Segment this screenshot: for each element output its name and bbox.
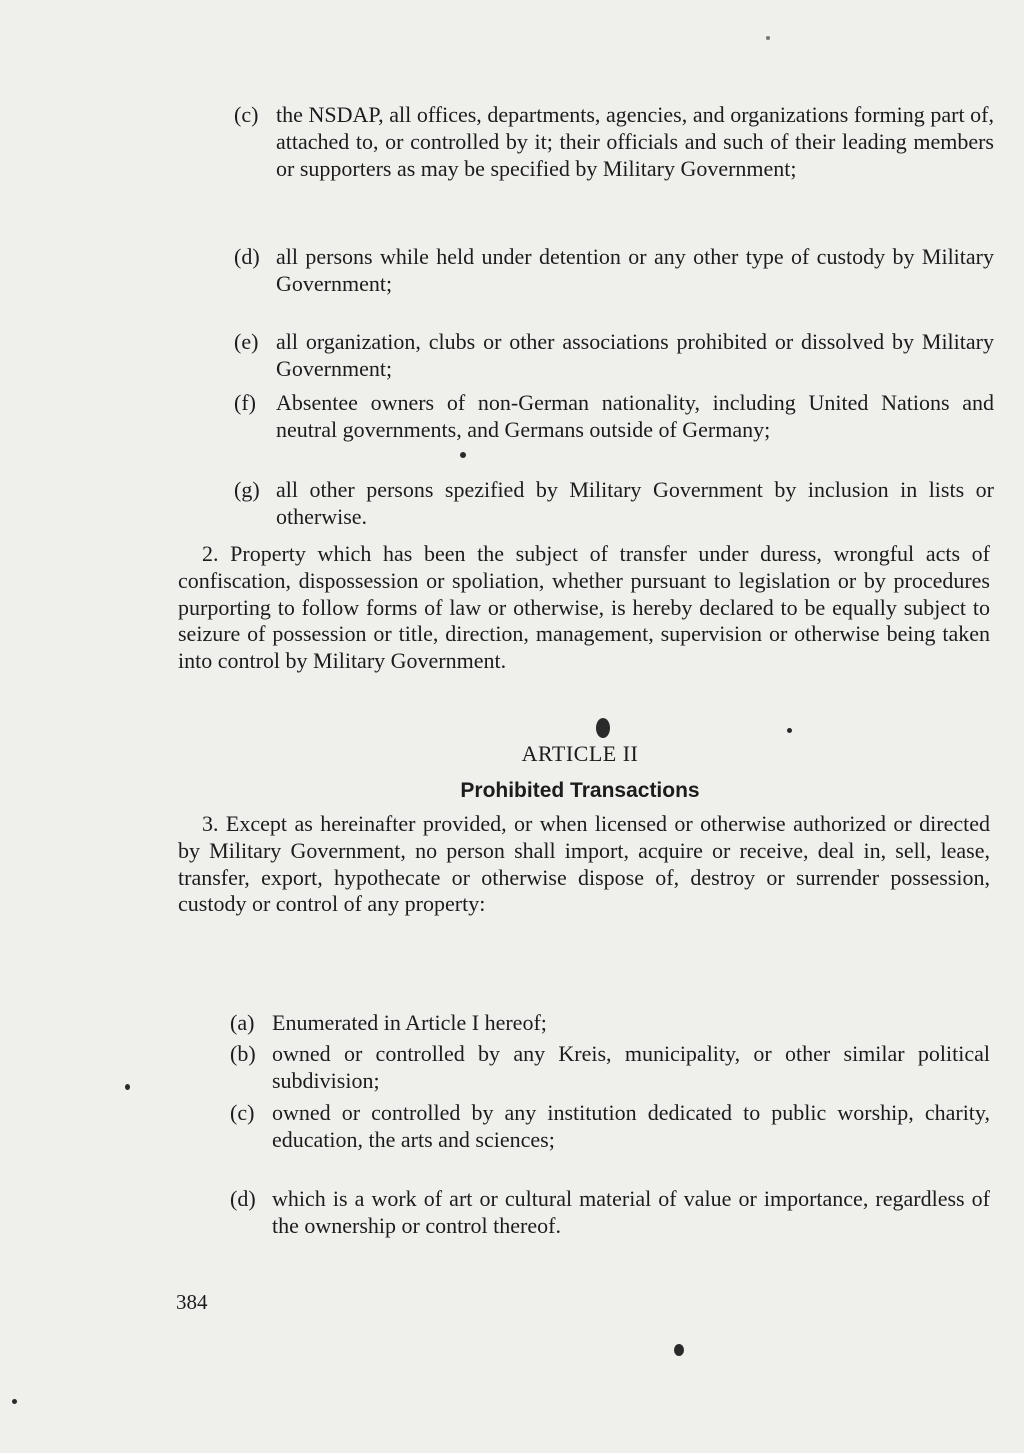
- item-text: Enumerated in Article I hereof;: [272, 1010, 547, 1035]
- list-item-d: [234, 244, 994, 298]
- item-text: Absentee owners of non-German nationality, including United Nations and neutral governments, and Germans outside of Germany;: [276, 390, 994, 442]
- ink-blot: [596, 718, 610, 738]
- ink-dot: [766, 36, 770, 40]
- item-label: (b): [230, 1041, 256, 1066]
- list-item-c2: [230, 1100, 990, 1154]
- item-label: (e): [234, 329, 259, 354]
- item-text: owned or controlled by any Kreis, municipality, or other similar political subdivision;: [272, 1041, 990, 1093]
- list-item-e: [234, 329, 994, 383]
- item-label: (c): [234, 102, 259, 127]
- list-item-b: [230, 1041, 990, 1095]
- page-number: 384: [176, 1290, 208, 1314]
- list-item-d2: [230, 1186, 990, 1240]
- ink-blot: [674, 1344, 684, 1356]
- item-label: (d): [230, 1186, 256, 1211]
- item-text: all organization, clubs or other associations prohibited or dissolved by Military Government;: [276, 329, 994, 381]
- item-text: all other persons spezified by Military Government by inclusion in lists or otherwise.: [276, 477, 994, 529]
- item-text: all persons while held under detention or any other type of custody by Military Government;: [276, 244, 994, 296]
- list-item-c: [234, 102, 994, 182]
- list-item-g: [234, 477, 994, 531]
- ink-dot: [125, 1084, 130, 1090]
- section-subheading: Prohibited Transactions: [460, 779, 700, 802]
- ink-dot: [787, 728, 792, 733]
- article-heading: ARTICLE II: [521, 741, 639, 766]
- item-label: (f): [234, 390, 256, 415]
- paragraph-3: 3. Except as hereinafter provided, or when licensed or otherwise authorized or directed by Military Government, no person shall import, acquire or receive, deal in, sell, lease, transfer, export, hypothecate or otherwise dispose of, destroy or surrender possession, custody or control of any property:: [178, 811, 990, 917]
- item-label: (a): [230, 1010, 255, 1035]
- item-label: (d): [234, 244, 260, 269]
- ink-dot: [460, 452, 466, 458]
- ink-dot: [12, 1399, 17, 1404]
- item-label: (g): [234, 477, 260, 502]
- item-text: owned or controlled by any institution dedicated to public worship, charity, education, the arts and sciences;: [272, 1100, 990, 1152]
- paragraph-2: 2. Property which has been the subject of transfer under duress, wrongful acts of confiscation, dispossession or spoliation, whether pursuant to legislation or by procedures purporting to follow forms of law or otherwise, is hereby declared to be equally subject to seizure of possession or title, direction, management, supervision or otherwise being taken into control by Military Government.: [178, 541, 990, 674]
- item-text: which is a work of art or cultural material of value or importance, regardless of the ownership or control thereof.: [272, 1186, 990, 1238]
- item-label: (c): [230, 1100, 255, 1125]
- list-item-f: [234, 390, 994, 444]
- item-text: the NSDAP, all offices, departments, agencies, and organizations forming part of, attached to, or controlled by it; their officials and such of their leading members or supporters as may be specified by Military Government;: [276, 102, 994, 181]
- list-item-a: [230, 1010, 990, 1037]
